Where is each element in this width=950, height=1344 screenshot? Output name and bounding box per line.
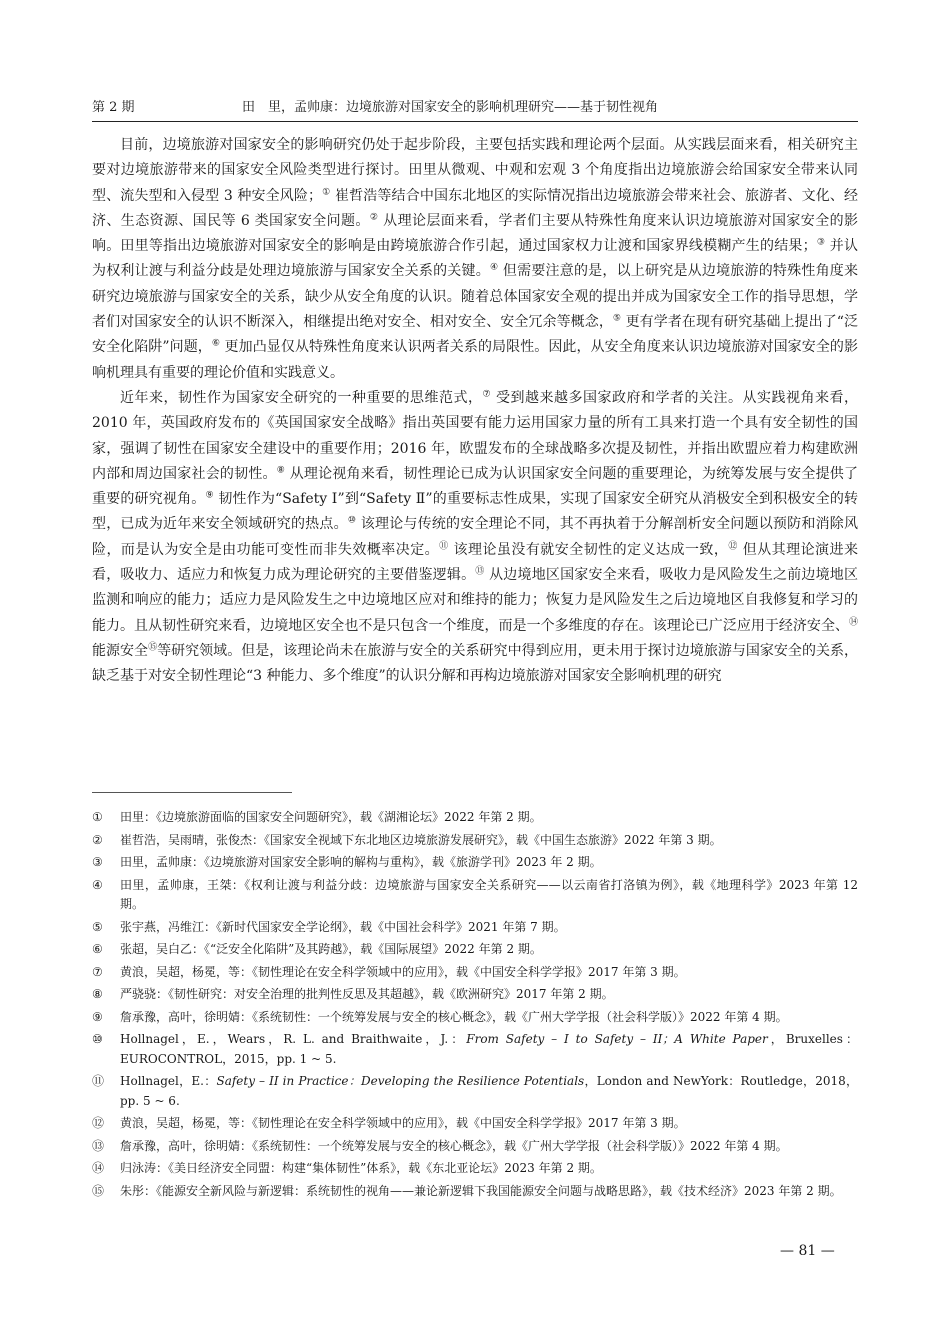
footnote-14: ⑭ 归泳涛：《美日经济安全同盟：构建“集体韧性”体系》，载《东北亚论坛》2023 年第 2 期。 bbox=[92, 1161, 602, 1175]
footnotes bbox=[92, 808, 858, 1204]
footnote-7: ⑦ 黄浪，吴超，杨冕，等：《韧性理论在安全科学领域中的应用》，载《中国安全科学学报》2017 年第 3 期。 bbox=[92, 964, 686, 979]
footnote-ref-8[interactable]: ⑧ bbox=[276, 465, 286, 476]
footnote-rule bbox=[92, 792, 292, 793]
footnote-1: ① 田里：《边境旅游面临的国家安全问题研究》，载《湖湘论坛》2022 年第 2 期。 bbox=[92, 810, 542, 824]
footnote-6: ⑥ 张超，吴白乙：《“泛安全化陷阱”及其跨越》，载《国际展望》2022 年第 2 期。 bbox=[92, 942, 542, 956]
issue-number: 第 2 期 bbox=[92, 100, 135, 115]
footnote-11: ⑪ Hollnagel，E.：Safety – II in Practice：Developing the Resilience Potentials，London and NewYork：Routledge，2018，pp. 5 ~ 6. bbox=[92, 1074, 858, 1108]
footnote-4: ④ 田里，孟帅康，王桀：《权利让渡与利益分歧：边境旅游与国家安全关系研究——以云南省打洛镇为例》，载《地理科学》2023 年第 12 期。 bbox=[92, 877, 858, 911]
footnote-ref-14[interactable]: ⑭ bbox=[848, 616, 858, 627]
footnote-ref-4[interactable]: ④ bbox=[489, 262, 499, 273]
page-number: — 81 — bbox=[780, 1243, 835, 1259]
footnote-10: ⑩ Hollnagel，E.，Wears，R. L. and Braithwaite，J.：From Safety – I to Safety – II；A White Paper，Bruxelles：EUROCONTROL，2015，pp. 1 ~ 5. bbox=[92, 1032, 858, 1066]
footnote-ref-11[interactable]: ⑪ bbox=[439, 541, 449, 552]
footnote-13: ⑬ 詹承豫，高叶，徐明婧：《系统韧性：一个统筹发展与安全的核心概念》，载《广州大学学报（社会科学版）》2022 年第 4 期。 bbox=[92, 1138, 788, 1153]
footnote-ref-15[interactable]: ⑮ bbox=[148, 642, 158, 653]
footnote-ref-10[interactable]: ⑩ bbox=[347, 515, 357, 526]
footnote-2: ② 崔哲浩，吴雨晴，张俊杰：《国家安全视域下东北地区边境旅游发展研究》，载《中国生态旅游》2022 年第 3 期。 bbox=[92, 832, 722, 847]
footnote-ref-2[interactable]: ② bbox=[369, 212, 379, 223]
footnote-ref-6[interactable]: ⑥ bbox=[211, 338, 221, 349]
body-text bbox=[92, 133, 858, 690]
footnote-ref-9[interactable]: ⑨ bbox=[205, 490, 214, 501]
footnote-15: ⑮ 朱彤：《能源安全新风险与新逻辑：系统韧性的视角——兼论新逻辑下我国能源安全问题与战略思路》，载《技术经济》2023 年第 2 期。 bbox=[92, 1183, 842, 1198]
footnote-12: ⑫ 黄浪，吴超，杨冕，等：《韧性理论在安全科学领域中的应用》，载《中国安全科学学报》2017 年第 3 期。 bbox=[92, 1116, 686, 1130]
running-header bbox=[92, 96, 858, 118]
footnote-ref-5[interactable]: ⑤ bbox=[612, 313, 622, 324]
footnote-3: ③ 田里，孟帅康：《边境旅游对国家安全影响的解构与重构》，载《旅游学刊》2023 年 2 期。 bbox=[92, 855, 602, 869]
footnote-ref-7[interactable]: ⑦ bbox=[482, 389, 492, 400]
footnote-9: ⑨ 詹承豫，高叶，徐明婧：《系统韧性：一个统筹发展与安全的核心概念》，载《广州大学学报（社会科学版）》2022 年第 4 期。 bbox=[92, 1009, 788, 1024]
footnote-ref-3[interactable]: ③ bbox=[816, 237, 826, 248]
running-title: 田 里，孟帅康：边境旅游对国家安全的影响机理研究——基于韧性视角 bbox=[242, 100, 659, 115]
footnote-ref-12[interactable]: ⑫ bbox=[728, 541, 738, 552]
paragraph-2: 近年来，韧性作为国家安全研究的一种重要的思维范式，⑦ 受到越来越多国家政府和学者的关注。从实践视角来看，2010 年，英国政府发布的《英国国家安全战略》指出英国要有能力运用国家力量的所有工具来打造一个具有安全韧性的国家，强调了韧性在国家安全建设中的重要作用；2016 年，欧盟发布的全球战略多次提及韧性，并指出欧盟应着力构建欧洲内部和周边国家社会的韧性。⑧ 从理论视角来看，韧性理论已成为认识国家安全问题的重要理论，为统筹发展与安全提供了重要的研究视角。⑨ 韧性作为“Safety Ⅰ”到“Safety Ⅱ”的重要标志性成果，实现了国家安全研究从消极安全到积极安全的转型，已成为近年来安全领域研究的热点。⑩ 该理论与传统的安全理论不同，其不再执着于分解剖析安全问题以预防和消除风险，而是认为安全是由功能可变性而非失效概率决定。⑪ 该理论虽没有就安全韧性的定义达成一致，⑫ 但从其理论演进来看，吸收力、适应力和恢复力成为理论研究的主要借鉴逻辑。⑬ 从边境地区国家安全来看，吸收力是风险发生之前边境地区监测和响应的能力；适应力是风险发生之中边境地区应对和维持的能力；恢复力是风险发生之后边境地区自我修复和学习的能力。且从韧性研究来看，边境地区安全也不是只包含一个维度，而是一个多维度的存在。该理论已广泛应用于经济安全、⑭ 能源安全⑮等研究领域。但是，该理论尚未在旅游与安全的关系研究中得到应用，更未用于探讨边境旅游与国家安全的关系，缺乏基于对安全韧性理论“3 种能力、多个维度”的认识分解和再构边境旅游对国家安全影响机理的研究 bbox=[92, 389, 858, 685]
footnote-8: ⑧ 严骁骁：《韧性研究：对安全治理的批判性反思及其超越》，载《欧洲研究》2017 年第 2 期。 bbox=[92, 987, 614, 1001]
paragraph-1: 目前，边境旅游对国家安全的影响研究仍处于起步阶段，主要包括实践和理论两个层面。从实践层面来看，相关研究主要对边境旅游带来的国家安全风险类型进行探讨。田里从微观、中观和宏观 3 个角度指出边境旅游会给国家安全带来认同型、流失型和入侵型 3 种安全风险；① 崔哲浩等结合中国东北地区的实际情况指出边境旅游会带来社会、旅游者、文化、经济、生态资源、国民等 6 类国家安全问题。② 从理论层面来看，学者们主要从特殊性角度来认识边境旅游对国家安全的影响。田里等指出边境旅游对国家安全的影响是由跨境旅游合作引起，通过国家权力让渡和国家界线模糊产生的结果；③ 并认为权利让渡与利益分歧是处理边境旅游与国家安全关系的关键。④ 但需要注意的是，以上研究是从边境旅游的特殊性角度来研究边境旅游与国家安全的关系，缺少从安全角度的认识。随着总体国家安全观的提出并成为国家安全工作的指导思想，学者们对国家安全的认识不断深入，相继提出绝对安全、相对安全、安全冗余等概念，⑤ 更有学者在现有研究基础上提出了“泛安全化陷阱”问题，⑥ 更加凸显仅从特殊性角度来认识两者关系的局限性。因此，从安全角度来认识边境旅游对国家安全的影响机理具有重要的理论价值和实践意义。 bbox=[92, 137, 859, 381]
footnote-ref-1[interactable]: ① bbox=[322, 186, 331, 197]
footnote-5: ⑤ 张宇燕，冯维江：《新时代国家安全学论纲》，载《中国社会科学》2021 年第 7 期。 bbox=[92, 919, 566, 934]
footnote-ref-13[interactable]: ⑬ bbox=[475, 566, 485, 577]
header-rule bbox=[92, 121, 858, 122]
